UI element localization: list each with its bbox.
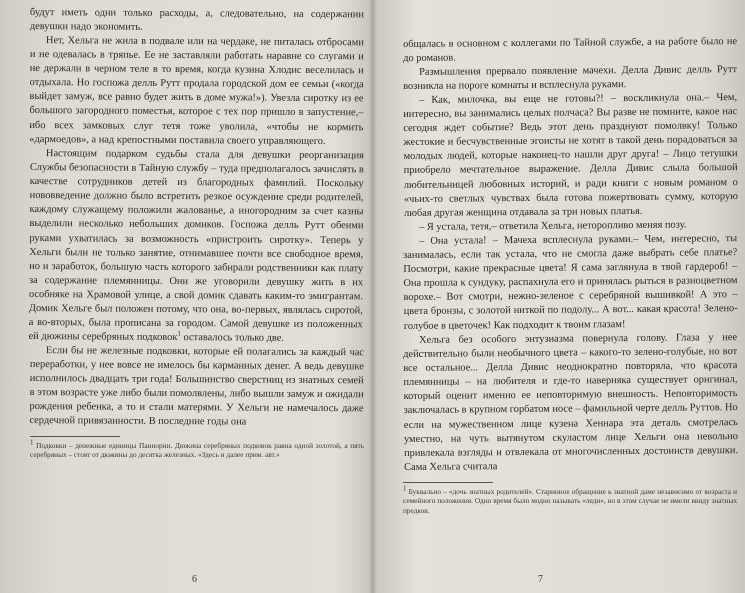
footnote: [403, 484, 737, 515]
footnote-number: 1: [403, 484, 407, 493]
paragraph: общалась в основном с коллегами по Тайной службе, а на работе было не до романов.: [403, 36, 738, 65]
page-number: 6: [192, 574, 197, 585]
footnote-number: 1: [30, 438, 34, 447]
paragraph: Нет, Хельга не жила в подвале или на чердаке, не питалась отбросами и не одевалась в тряпье. Ее не заставляли работать наравне со слугами и не держали в черном теле в то время, когда кузина Хлодис веселилась и отдыхала. Но госпожа делль Рутт продала городской дом ее семьи («когда выйдет замуж, все равно будет жить в доме мужа!»). Увезла сиротку из ее большого загородного поместья, которое с тех пор пришло в запустение,– ибо всех замковых слуг тетя тоже уволила, «чтобы не кормить «дармоедов», а над крепостными поставила своего управляющего.: [29, 35, 364, 147]
left-page: [0, 0, 372, 593]
footnote-text: Подковки – денежные единицы Паннории. Дюжина серебряных подковок равна одной золотой, а пять серебряных – стоят от дюжины до десятка железных. «Здесь и далее прим. авт.»: [30, 440, 364, 460]
paragraph: Размышления прервало появление мачехи. Делла Дивис делль Рутт возникла на пороге комнаты и всплеснула руками.: [403, 64, 738, 93]
paragraph: Хельга без особого энтузиазма повернула голову. Глаза у нее действительно были необычного цвета – какого-то зелено-голубые, но вот все остальное... Делла Дивис неоднократно повторяла, что красота племянницы – на любителя и где-то наверняка существует оригинал, который оценит именно ее неповторимую внешность. Неповторимость заключалась в крупном горбатом носе – фамильной черте делль Руттов. Но если на мужественном лице кузена Хеннара эта деталь смотрелась уместно, на чуть вытянутом скуластом лице Хельги она невольно привлекала взгляды и отвлекала от многочисленных достоинств девушки. Сама Хельга считала: [403, 332, 739, 473]
paragraph: Если бы не железные подковки, которые ей полагались за каждый час переработки, у нее вовсе не имелось бы карманных денег. А ведь девушке исполнилось двадцать три года! Большинство сверстниц из знатных семей в этом возрасте уже либо были помолвлены, либо вышли замуж и ожидали рождения ребенка, а то и стали матерями. У Хельги не намечалось даже сердечной привязанности. В последние годы она: [29, 345, 364, 429]
page-number: 7: [538, 574, 543, 585]
right-page-text: [403, 38, 737, 475]
footnote-text: Буквально – «дочь знатных родителей». Старинное обращение к знатной даме независимо от возраста и семейного положения. Одно время было модно называть «леди», но в этом случае не имели ввиду знатных предков.: [403, 486, 737, 515]
left-page-text: [30, 6, 364, 429]
footnote-divider: [30, 436, 120, 437]
paragraph: – Она устала! – Мачеха всплеснула руками.– Чем, интересно, ты занималась, если так устала, что не смогла даже выбрать себе платье? Посмотри, какие прекрасные цвета! Я сама заглянула в твой гардероб! – Она прошла к сундуку, распахнула его и принялась рыться в разноцветном ворохе.– Вот смотри, нежно-зеленое с серебряной вышивкой! А это – цвета бронзы, с золотой ниткой по подолу... А вот... какая красота! Зелено-голубое в цветочек! Как подходит к твоим глазам!: [403, 233, 738, 332]
paragraph-tail: оставалось только две.: [180, 332, 284, 344]
right-page: [373, 0, 745, 593]
paragraph: – Я устала, тетя,– ответила Хельга, неторопливо меняя позу.: [419, 219, 687, 234]
footnote-divider: [403, 482, 493, 483]
footnote-marker: 1: [177, 329, 181, 338]
paragraph: – Как, милочка, вы еще не готовы?! – воскликнула она.– Чем, интересно, вы занимались целых полчаса? Вы разве не помните, какое нас сегодня ждет событие? Ведь этот день празднуют помолвку! Только жестокие и бесчувственные эгоисты не хотят в такой день порадоваться за молодых людей, которые наконец-то нашли друг друга! – Лицо тетушки приобрело мечтательное выражение. Делла Дивис слыла большой любительницей любовных историй, и ради книги с новым романом о «чьих-то светлых чувствах была готова пожертвовать сумму, которую любая другая женщина отдавала за три новых платья.: [403, 92, 738, 220]
paragraph: [29, 147, 364, 347]
paragraph-text: Настоящим подарком судьбы стала для девушки реорганизация Службы безопасности в Тайную службу – туда предполагалось зачислять в качестве сотрудников детей из благородных фамилий. Поскольку нововведение должно было встретить резкое осуждение среди родителей, каждому служащему положили жалованье, а иногородним за счет казны выделили несколько небольших домиков. Госпожа делль Рутт обеими руками ухватилась за возможность «пристроить сиротку». Теперь у Хельги были не только занятие, отнимавшее почти все свободное время, но и заработок, большую часть которого забирали родственники как плату за содержание племянницы. Они же уговорили девушку жить в их особняке на Храмовой улице, а свой домик сдавать каким-то эмигрантам. Домик Хельге был положен потому, что она, во-первых, являлась сиротой, а во-вторых, была прописана за городом. Самой девушке из положенных ей дюжины серебряных подковок: [28, 148, 364, 344]
footnote: [30, 438, 364, 460]
paragraph: будут иметь одни только расходы, а, следовательно, на содержании девушки надо экономить.: [29, 6, 364, 33]
